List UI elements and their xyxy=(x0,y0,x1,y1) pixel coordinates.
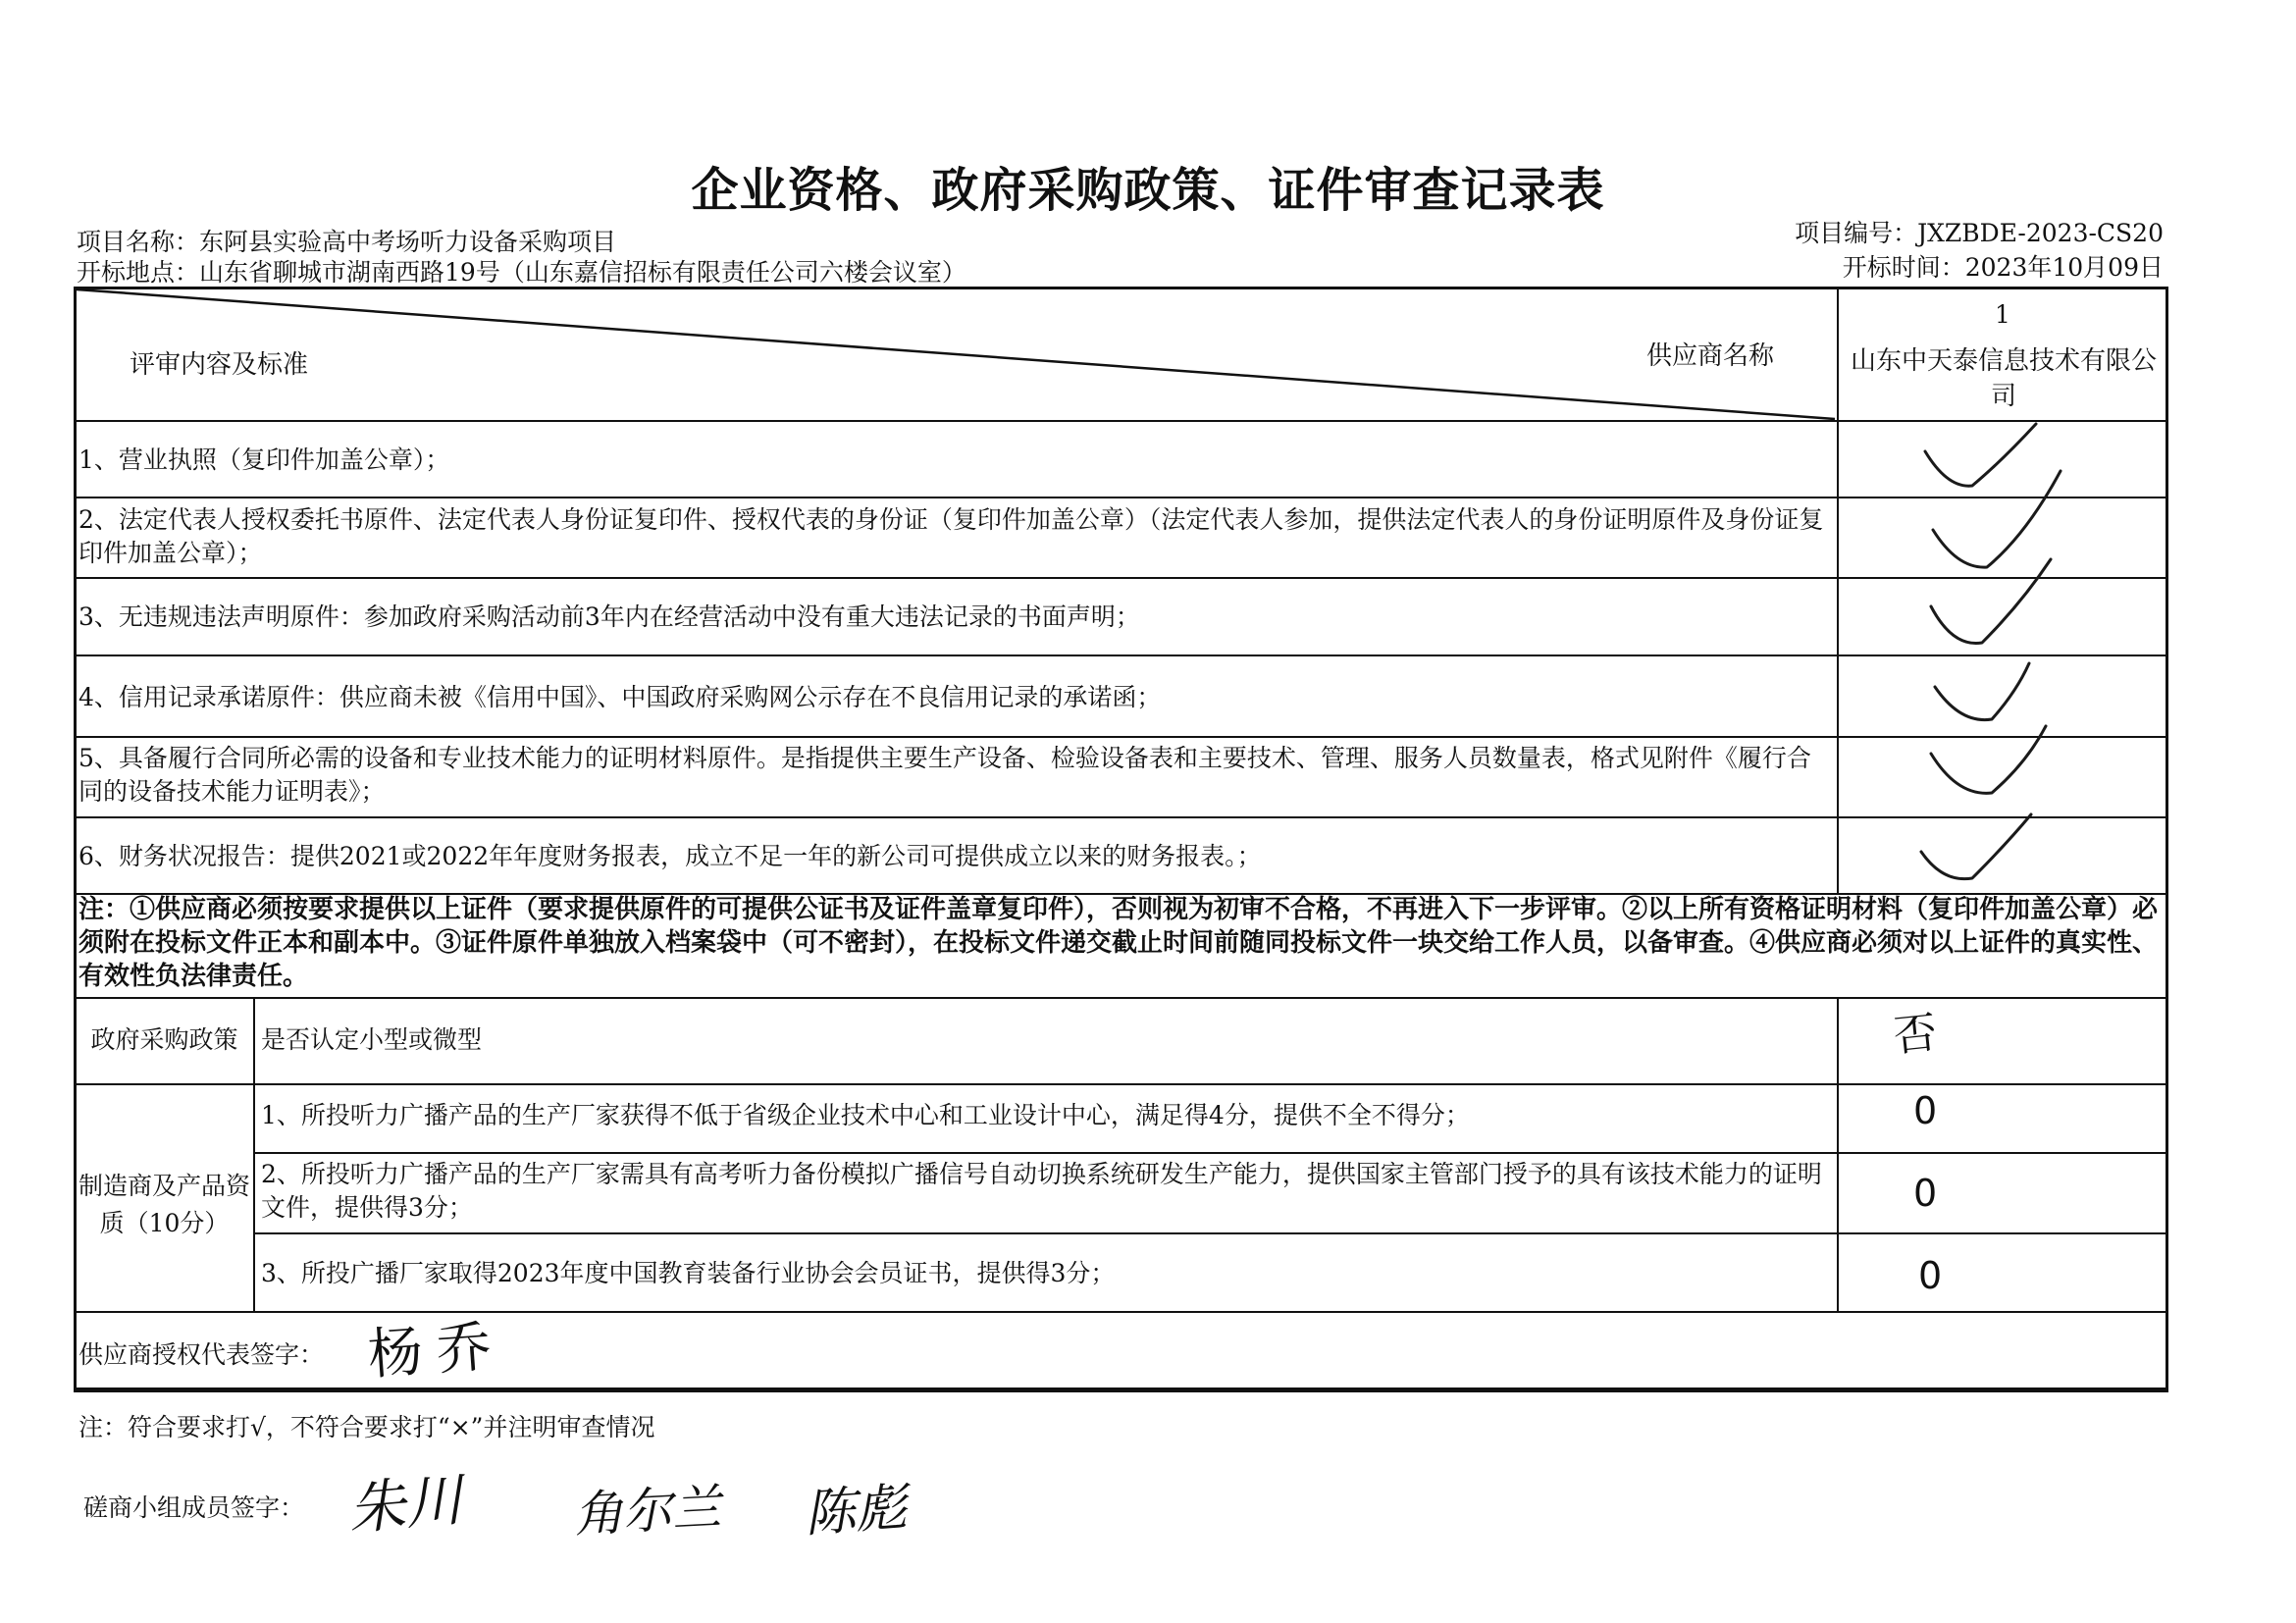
check-icon xyxy=(1925,424,2036,486)
requirements-notice: 注：①供应商必须按要求提供以上证件（要求提供原件的可提供公证书及证件盖章复印件），否则视为初审不合格，不再进入下一步评审。②以上所有资格证明材料（复印件加盖公章）必须附在投标文件正本和副本中。③证件原件单独放入档案袋中（可不密封），在投标文件递交截止时间前随同投标文件一块交给工作人员，以备审查。④供应商必须对以上证件的真实性、有效性负法律责任。 xyxy=(78,895,2159,991)
supplier-header: 供应商名称 xyxy=(1646,341,1775,371)
check-icon xyxy=(1921,814,2031,879)
criteria-item-5: 5、具备履行合同所必需的设备和专业技术能力的证明材料原件。是指提供主要生产设备、检验设备表和主要技术、管理、服务人员数量表，格式见附件《履行合同的设备技术能力证明表》； xyxy=(78,744,1811,806)
project-name-label: 项目名称： xyxy=(77,228,200,256)
header-diagonal-line xyxy=(77,289,1835,419)
policy-label: 政府采购政策 xyxy=(90,1025,238,1054)
qualification-item-2: 2、所投听力广播产品的生产厂家需具有高考听力备份模拟广播信号自动切换系统研发生产能力，提供国家主管部门授予的具有该技术能力的证明文件，提供得3分； xyxy=(261,1160,1822,1222)
footnote: 注：符合要求打√，不符合要求打“×”并注明审查情况 xyxy=(78,1413,655,1441)
rep-signature: 杨乔 xyxy=(365,1314,508,1387)
check-icon xyxy=(1935,663,2029,720)
criteria-item-1: 1、营业执照（复印件加盖公章）； xyxy=(78,445,450,474)
project-number-label: 项目编号： xyxy=(1795,219,1918,247)
criteria-item-6: 6、财务状况报告：提供2021或2022年年度财务报表，成立不足一年的新公司可提供成立以来的财务报表。； xyxy=(78,842,1262,870)
bid-site-label: 开标地点： xyxy=(77,258,200,287)
panel-signature-label: 磋商小组成员签字： xyxy=(83,1493,305,1522)
supplier-name: 山东中天泰信息技术有限公司 xyxy=(1850,346,2157,411)
supplier-index: 1 xyxy=(1995,300,2010,329)
rep-signature-label: 供应商授权代表签字： xyxy=(78,1340,325,1369)
qualification-item-3: 3、所投广播厂家取得2023年度中国教育装备行业协会会员证书，提供得3分； xyxy=(261,1259,1116,1287)
bid-site: 山东省聊城市湖南西路19号（山东嘉信招标有限责任公司六楼会议室） xyxy=(199,258,966,287)
bid-date: 2023年10月09日 xyxy=(1964,253,2164,282)
criteria-item-3: 3、无违规违法声明原件：参加政府采购活动前3年内在经营活动中没有重大违法记录的书面声明； xyxy=(78,602,1140,631)
bid-date-label: 开标时间： xyxy=(1842,253,1965,282)
qualification-label: 制造商及产品资质（10分） xyxy=(78,1172,251,1237)
check-icon xyxy=(1933,471,2061,567)
panel-member-1: 朱川 xyxy=(345,1466,465,1543)
policy-answer: 否 xyxy=(1891,1007,1940,1063)
qualification-item-1: 1、所投听力广播产品的生产厂家获得不低于省级企业技术中心和工业设计中心，满足得4分，提供不全不得分； xyxy=(261,1101,1470,1129)
criteria-item-2: 2、法定代表人授权委托书原件、法定代表人身份证复印件、授权代表的身份证（复印件加盖公章）（法定代表人参加，提供法定代表人的身份证明原件及身份证复印件加盖公章）； xyxy=(78,505,1824,567)
score-2: 0 xyxy=(1913,1172,1938,1215)
project-name: 东阿县实验高中考场听力设备采购项目 xyxy=(199,228,617,256)
score-3: 0 xyxy=(1918,1254,1943,1297)
criteria-header: 评审内容及标准 xyxy=(130,350,309,380)
page-title: 企业资格、政府采购政策、证件审查记录表 xyxy=(691,163,1605,218)
panel-member-2: 角尔兰 xyxy=(572,1479,723,1544)
check-icon xyxy=(1931,726,2046,793)
check-icon xyxy=(1931,559,2051,644)
project-number: JXZBDE-2023-CS20 xyxy=(1917,219,2164,247)
criteria-item-4: 4、信用记录承诺原件：供应商未被《信用中国》、中国政府采购网公示存在不良信用记录的承诺函； xyxy=(78,683,1162,711)
panel-member-3: 陈彪 xyxy=(803,1478,909,1544)
score-1: 0 xyxy=(1913,1089,1938,1132)
policy-question: 是否认定小型或微型 xyxy=(261,1025,483,1054)
